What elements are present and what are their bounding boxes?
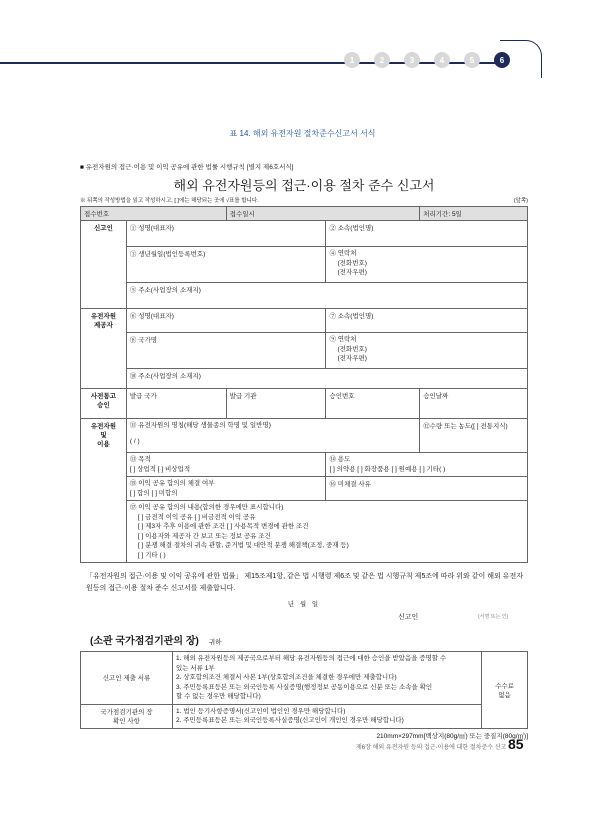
chapter-dot-5[interactable]: 5 [464, 52, 480, 68]
reporter-row-2 [81, 247, 528, 283]
use-label-line-1: 유전자원 [90, 423, 117, 430]
pic-label-line-1: 사전통고 [90, 393, 117, 400]
doc-line: 있는 서류 1부 [176, 664, 215, 672]
pic-country-field[interactable]: 발급 국가 [126, 389, 226, 419]
addressee-row [80, 632, 528, 647]
chapter-nav [344, 52, 510, 68]
submit-docs-label: 신고인 제출 서류 [81, 652, 173, 705]
chapter-dot-6-active[interactable]: 6 [494, 52, 510, 68]
receipt-date: 접수일시 [226, 207, 420, 221]
check-docs-label [81, 704, 173, 728]
receipt-row [81, 207, 528, 221]
check-docs-row [81, 704, 528, 728]
purpose-field[interactable] [126, 453, 326, 477]
signature-row [80, 610, 528, 624]
purpose-options[interactable]: [ ] 상업적 [ ] 비상업적 [129, 465, 191, 473]
fee-label: 수수료 [495, 682, 514, 690]
use-row-2 [81, 453, 528, 477]
main-table [80, 206, 528, 563]
reporter-affiliation-field[interactable]: ② 소속(법인명) [326, 221, 528, 247]
agreement-content-field[interactable] [126, 501, 527, 563]
content-option[interactable]: [ ] 기타 ( ) [137, 551, 166, 559]
page-side: (앞쪽) [513, 198, 528, 204]
reporter-address-field[interactable]: ⑤ 주소(사업장의 소재지) [126, 283, 527, 309]
doc-line: 3. 주민등록표등본 또는 외국인등록 사실증명(행정정보 공동이용으로 신분 또는 소속을 확인 [176, 683, 433, 691]
pic-row [81, 389, 528, 419]
reporter-contact-label: ④ 연락처 [329, 250, 357, 257]
pic-label-line-2: 승인 [97, 402, 110, 409]
quantity-field[interactable]: ⑫수량 또는 농도([ ] 전통지식) [420, 419, 528, 453]
provider-label-line-1: 유전자원 [90, 313, 117, 320]
use-label-line-2: 및 [100, 432, 107, 439]
use-row-4 [81, 501, 528, 563]
chapter-dot-2[interactable]: 2 [374, 52, 390, 68]
provider-phone: (전화번호) [337, 345, 367, 353]
fee-value: 없음 [498, 691, 511, 699]
purpose-label: ⑬ 목적 [129, 456, 151, 463]
provider-row-1 [81, 309, 528, 333]
provider-contact-field[interactable] [326, 333, 528, 369]
usage-label: ⑭ 용도 [329, 456, 351, 463]
notice-text: ※ 뒤쪽의 작성방법을 읽고 작성하시고, [ ]에는 해당되는 곳에 √표를 합니다. [80, 198, 259, 204]
pic-agency-field[interactable]: 발급 기관 [226, 389, 326, 419]
reporter-name-field[interactable]: ① 성명(대표자) [126, 221, 326, 247]
agreement-content-label: ⑰ 이익 공유 합의의 내용(합의한 경우에만 표시합니다) [129, 504, 284, 511]
date-line[interactable]: 년 월 일 [287, 601, 321, 608]
doc-line: 2. 상호합의조건 체결서 사본 1부(상호합의조건을 체결한 경우에만 제출합니다) [176, 674, 397, 681]
doc-line: 1. 법인 등기사항증명서(신고인이 법인인 경우만 해당합니다) [176, 707, 346, 715]
check-docs-list [173, 704, 482, 728]
content-option[interactable]: [ ] 금전적 이익 공유 [ ] 비금전적 이익 공유 [137, 513, 256, 521]
pic-approval-number-field[interactable]: 승인번호 [326, 389, 420, 419]
submit-docs-row [81, 652, 528, 705]
receipt-number: 접수번호 [81, 207, 227, 221]
usage-options[interactable]: [ ] 의약용 [ ] 화장품용 [ ] 원예용 [ ] 기타( ) [329, 465, 446, 473]
form-title: 해외 유전자원등의 접근·이용 절차 준수 신고서 [173, 178, 435, 193]
agreement-label: ⑮ 이익 공유 합의의 체결 여부 [129, 480, 215, 487]
signer-label: 신고인 [398, 614, 419, 621]
reporter-birth-field[interactable]: ③ 생년월일(법인등록번호) [126, 247, 326, 283]
reporter-contact-field[interactable] [326, 247, 528, 283]
agreement-field[interactable] [126, 477, 326, 501]
processing-period: 처리기간: 5일 [420, 207, 528, 221]
provider-affiliation-field[interactable]: ⑦ 소속(법인명) [326, 309, 528, 333]
doc-line: 1. 해외 유전자원등의 제공국으로부터 해당 유전자원등의 접근에 대한 승인을 받았음을 증명할 수 [176, 655, 447, 662]
use-label-line-3: 이용 [97, 441, 110, 448]
attachments-table [80, 651, 528, 729]
declaration-text: 「유전자원의 접근·이용 및 이익 공유에 관한 법률」 제15조제1항, 같은 법 시행령 제6조 및 같은 법 시행규칙 제5조에 따라 위와 같이 해외 유전자원등의 접근·이용 절차 준수 신고서를 제출합니다. [86, 573, 523, 592]
provider-label [81, 309, 127, 389]
chapter-dot-3[interactable]: 3 [404, 52, 420, 68]
use-label [81, 419, 127, 563]
page-number: 85 [508, 736, 524, 752]
notice-row [80, 196, 528, 204]
signer-note[interactable]: (서명 또는 인) [478, 614, 509, 620]
reporter-row-1 [81, 221, 528, 247]
reporter-email: (전자우편) [337, 269, 367, 276]
pic-approval-date-field[interactable]: 승인날짜 [420, 389, 528, 419]
footer-chapter-title: 제6장 해외 유전자원 등의 접근·이용에 대한 절차준수 신고 [356, 745, 507, 751]
chapter-dot-1[interactable]: 1 [344, 52, 360, 68]
provider-address-field[interactable]: ⑩ 주소(사업장의 소재지) [126, 369, 527, 389]
resource-name-field[interactable] [126, 419, 419, 453]
chapter-dot-4[interactable]: 4 [434, 52, 450, 68]
provider-name-field[interactable]: ⑥ 성명(대표자) [126, 309, 326, 333]
provider-row-3 [81, 369, 528, 389]
doc-line: 할 수 없는 경우만 해당합니다) [176, 693, 261, 700]
submit-docs-list [173, 652, 482, 705]
pic-label [81, 389, 127, 419]
check-label-line-1: 국가점검기관의 장 [100, 709, 153, 716]
addressee: (소관 국가점검기관의 장) [90, 636, 199, 647]
check-label-line-2: 확인 사항 [113, 718, 140, 725]
figure-title: 표 14. 해외 유전자원 절차준수신고서 서식 [229, 129, 376, 138]
not-agreed-reason-field[interactable]: ⑯ 미체결 사유 [326, 477, 528, 501]
usage-field[interactable] [326, 453, 528, 477]
use-row-3 [81, 477, 528, 501]
resource-name-label: ⑪ 유전자원의 명칭(해당 생물종의 학명 및 일반명) [129, 422, 271, 429]
provider-email: (전자우편) [337, 355, 367, 362]
resource-name-format: ( / ) [129, 437, 140, 445]
law-reference: ■ 유전자원의 접근·이용 및 이익 공유에 관한 법률 시행규칙 [별지 제6호서식] [80, 164, 294, 171]
use-row-1 [81, 419, 528, 453]
reporter-phone: (전화번호) [337, 259, 367, 267]
provider-country-field[interactable]: ⑧ 국가명 [126, 333, 326, 369]
reporter-row-3 [81, 283, 528, 309]
report-form [80, 162, 528, 740]
reporter-label: 신고인 [81, 221, 127, 309]
addressee-suffix: 귀하 [208, 639, 222, 646]
fee-cell [482, 652, 528, 729]
content-option[interactable]: [ ] 이용자와 제공자 간 보고 또는 정보 공유 조건 [137, 532, 271, 540]
provider-row-2 [81, 333, 528, 369]
provider-label-line-2: 제공자 [94, 322, 113, 329]
content-option[interactable]: [ ] 제3자 추후 이용에 관한 조건 [ ] 사용목적 변경에 관한 조건 [137, 523, 309, 530]
provider-contact-label: ⑨ 연락처 [329, 336, 357, 343]
content-option[interactable]: [ ] 분쟁 해결 절차의 귀속 관할, 준거법 및 대안적 분쟁 해결책(조정, 중재 등) [137, 542, 349, 549]
agreement-options[interactable]: [ ] 합의 [ ] 미합의 [129, 489, 178, 497]
doc-line: 2. 주민등록표등본 또는 외국인등록사실증명(신고인이 개인인 경우만 해당합니다) [176, 717, 404, 724]
paper-spec: 210mm×297mm[백상지(80g/㎡) 또는 중질지(80g/㎡)] [376, 732, 528, 740]
